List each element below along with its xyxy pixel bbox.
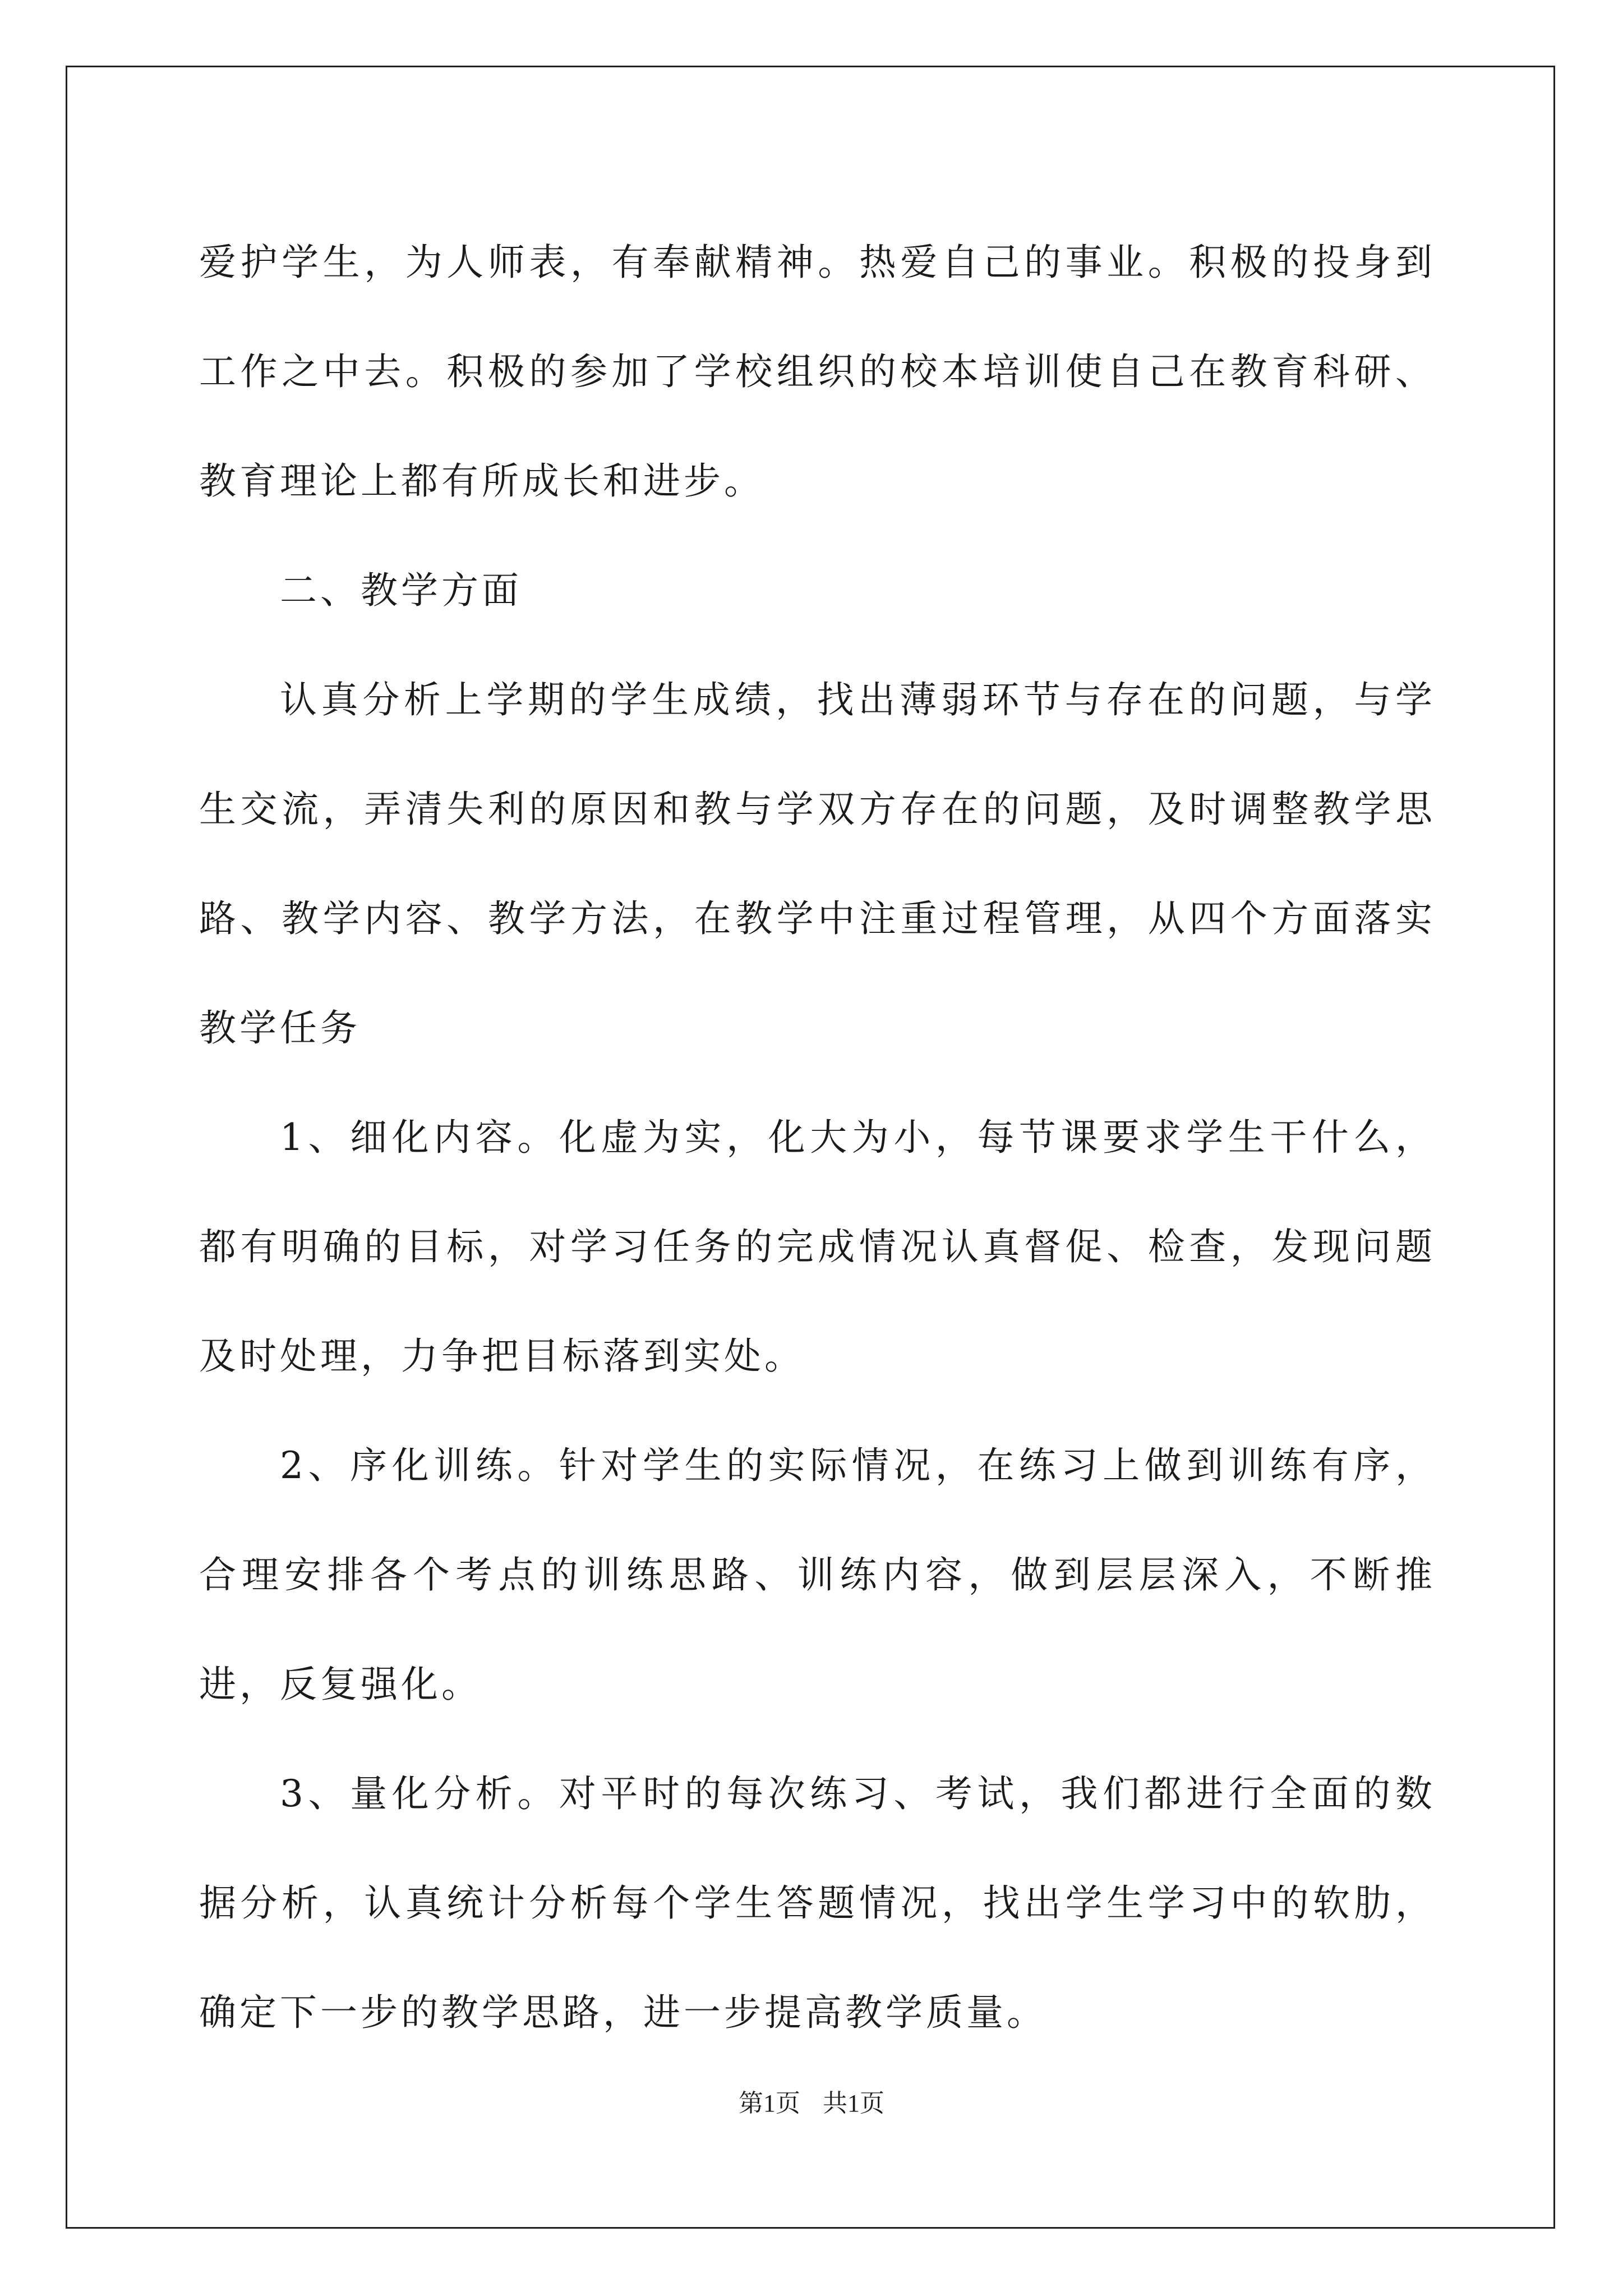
- paragraph-intro: 爱护学生，为人师表，有奉献精神。热爱自己的事业。积极的投身到工作之中去。积极的参加了学校组织的校本培训使自己在教育科研、教育理论上都有所成长和进步。: [199, 241, 1436, 503]
- page-footer: [0, 2087, 1623, 2120]
- paragraph-item-3: 3、量化分析。对平时的每次练习、考试，我们都进行全面的数据分析，认真统计分析每个学生答题情况，找出学生学习中的软肋，确定下一步的教学思路，进一步提高教学质量。: [199, 1772, 1436, 2034]
- section-heading-teaching: 二、教学方面: [280, 569, 522, 612]
- page-number-total: 共1页: [823, 2090, 884, 2117]
- paragraph-analysis: 认真分析上学期的学生成绩，找出薄弱环节与存在的问题，与学生交流，弄清失利的原因和教与学双方存在的问题，及时调整教学思路、教学内容、教学方法，在教学中注重过程管理，从四个方面落实教学任务: [199, 678, 1436, 1050]
- document-body: [199, 208, 1436, 2067]
- paragraph-item-2: 2、序化训练。针对学生的实际情况，在练习上做到训练有序，合理安排各个考点的训练思路、训练内容，做到层层深入，不断推进，反复强化。: [199, 1444, 1436, 1706]
- paragraph-item-1: 1、细化内容。化虚为实，化大为小，每节课要求学生干什么，都有明确的目标，对学习任务的完成情况认真督促、检查，发现问题及时处理，力争把目标落到实处。: [199, 1116, 1436, 1378]
- page-number-current: 第1页: [739, 2090, 800, 2117]
